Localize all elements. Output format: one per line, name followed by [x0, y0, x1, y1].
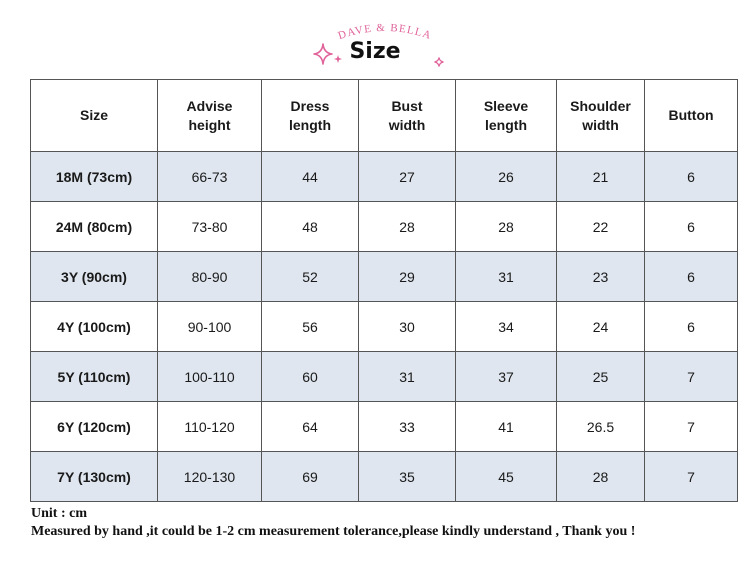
- shoulder-width-cell: 26.5: [557, 402, 645, 452]
- page-title: Size: [349, 39, 401, 64]
- table-row: [31, 152, 738, 202]
- dress-length-cell: 60: [262, 352, 359, 402]
- dress-length-cell: 69: [262, 452, 359, 502]
- bust-width-cell: 27: [359, 152, 456, 202]
- size-cell: 4Y (100cm): [31, 302, 158, 352]
- table-row: [31, 202, 738, 252]
- advise-height-cell: 100-110: [158, 352, 262, 402]
- size-cell: 6Y (120cm): [31, 402, 158, 452]
- sleeve-length-cell: 28: [456, 202, 557, 252]
- button-cell: 6: [645, 152, 738, 202]
- size-cell: 18M (73cm): [31, 152, 158, 202]
- sleeve-length-cell: 31: [456, 252, 557, 302]
- table-row: [31, 452, 738, 502]
- dress-length-cell: 48: [262, 202, 359, 252]
- table-row: [31, 252, 738, 302]
- shoulder-width-cell: 28: [557, 452, 645, 502]
- advise-height-cell: 110-120: [158, 402, 262, 452]
- bust-width-cell: 35: [359, 452, 456, 502]
- tolerance-note: Measured by hand ,it could be 1-2 cm measurement tolerance,please kindly understand , Thank you !: [31, 524, 636, 539]
- table-row: [31, 302, 738, 352]
- size-cell: 24M (80cm): [31, 202, 158, 252]
- column-header-shoulder-width: Shoulder width: [557, 80, 645, 152]
- column-header-size: Size: [31, 80, 158, 152]
- column-header-button: Button: [645, 80, 738, 152]
- header: [0, 0, 750, 78]
- shoulder-width-cell: 22: [557, 202, 645, 252]
- shoulder-width-cell: 21: [557, 152, 645, 202]
- size-cell: 3Y (90cm): [31, 252, 158, 302]
- button-cell: 7: [645, 352, 738, 402]
- shoulder-width-cell: 25: [557, 352, 645, 402]
- column-header-advise-height: Advise height: [158, 80, 262, 152]
- shoulder-width-cell: 24: [557, 302, 645, 352]
- sleeve-length-cell: 34: [456, 302, 557, 352]
- notes: [31, 505, 746, 541]
- size-chart-table: [30, 79, 738, 502]
- column-header-sleeve-length: Sleeve length: [456, 80, 557, 152]
- advise-height-cell: 120-130: [158, 452, 262, 502]
- size-cell: 5Y (110cm): [31, 352, 158, 402]
- shoulder-width-cell: 23: [557, 252, 645, 302]
- table-row: [31, 402, 738, 452]
- button-cell: 6: [645, 202, 738, 252]
- bust-width-cell: 28: [359, 202, 456, 252]
- sleeve-length-cell: 26: [456, 152, 557, 202]
- button-cell: 6: [645, 302, 738, 352]
- dress-length-cell: 56: [262, 302, 359, 352]
- table-header-row: [31, 80, 738, 152]
- sleeve-length-cell: 41: [456, 402, 557, 452]
- button-cell: 6: [645, 252, 738, 302]
- bust-width-cell: 30: [359, 302, 456, 352]
- dress-length-cell: 64: [262, 402, 359, 452]
- dress-length-cell: 44: [262, 152, 359, 202]
- sleeve-length-cell: 45: [456, 452, 557, 502]
- table-row: [31, 352, 738, 402]
- advise-height-cell: 90-100: [158, 302, 262, 352]
- bust-width-cell: 31: [359, 352, 456, 402]
- brand-name: DAVE & BELLA: [336, 21, 434, 43]
- bust-width-cell: 33: [359, 402, 456, 452]
- column-header-bust-width: Bust width: [359, 80, 456, 152]
- sleeve-length-cell: 37: [456, 352, 557, 402]
- advise-height-cell: 73-80: [158, 202, 262, 252]
- size-cell: 7Y (130cm): [31, 452, 158, 502]
- column-header-dress-length: Dress length: [262, 80, 359, 152]
- advise-height-cell: 80-90: [158, 252, 262, 302]
- button-cell: 7: [645, 402, 738, 452]
- advise-height-cell: 66-73: [158, 152, 262, 202]
- button-cell: 7: [645, 452, 738, 502]
- bust-width-cell: 29: [359, 252, 456, 302]
- unit-note: Unit : cm: [31, 506, 87, 521]
- dress-length-cell: 52: [262, 252, 359, 302]
